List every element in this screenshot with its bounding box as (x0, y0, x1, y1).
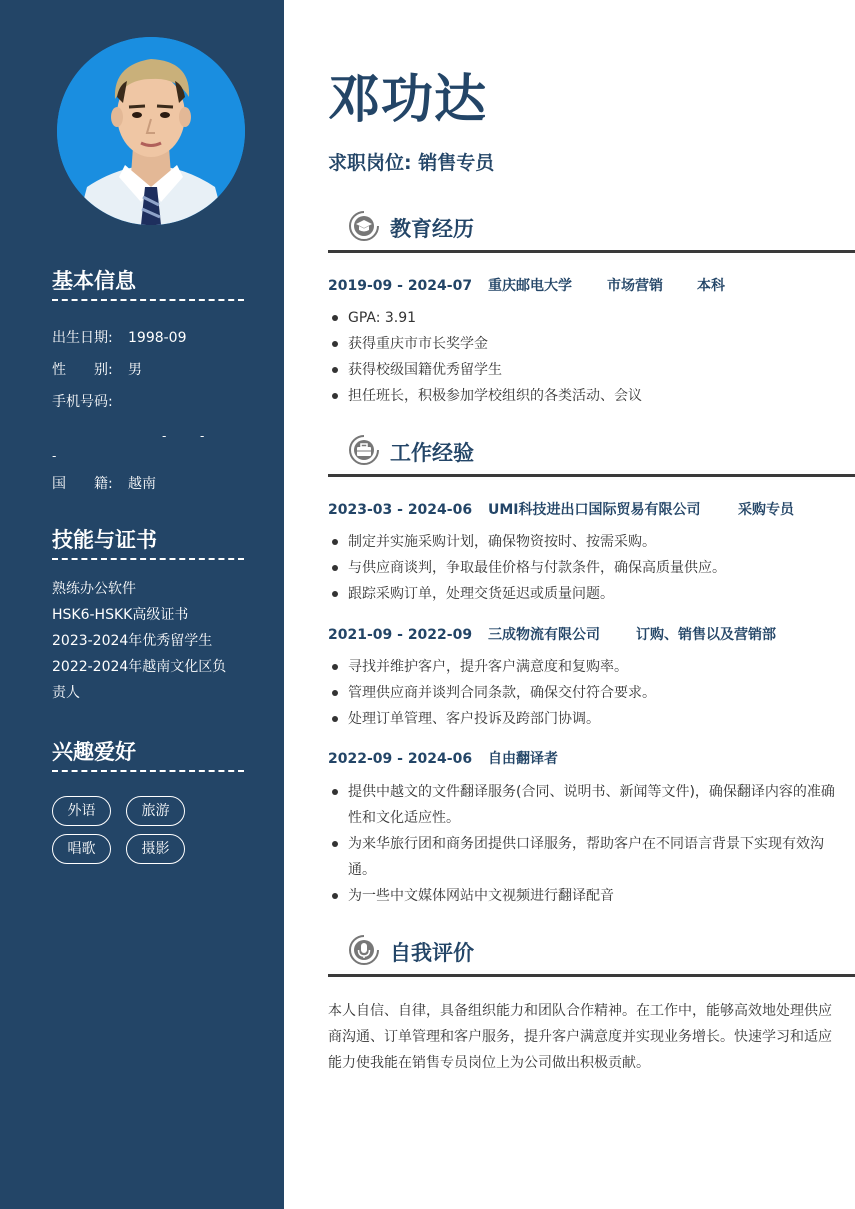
list-item: 处理订单管理、客户投诉及跨部门协调。 (328, 706, 838, 732)
job-role: 订购、销售以及营销部 (636, 627, 776, 643)
education-header (328, 210, 855, 253)
job-company: UMI科技进出口国际贸易有限公司 (488, 502, 701, 518)
list-item: 获得重庆市市长奖学金 (328, 331, 838, 357)
list-item: 制定并实施采购计划，确保物资按时、按需采购。 (328, 529, 838, 555)
list-item: 获得校级国籍优秀留学生 (328, 357, 838, 383)
birth-date-row (52, 330, 187, 346)
list-item: 提供中越文的文件翻译服务(合同、说明书、新闻等文件)，确保翻译内容的准确性和文化适应性。 (328, 779, 838, 831)
skills-section (52, 527, 244, 706)
phone-label: 手机号码: (52, 394, 113, 410)
basic-info-title: 基本信息 (52, 268, 244, 301)
list-item: GPA: 3.91 (328, 305, 838, 331)
redaction-mark: - (200, 429, 205, 443)
education-school: 重庆邮电大学 (488, 278, 572, 294)
skills-title: 技能与证书 (52, 527, 244, 560)
skill-item: HSK6-HSKK高级证书 (52, 607, 189, 623)
birth-date-value: 1998-09 (128, 330, 187, 346)
birth-date-label: 出生日期: (52, 330, 113, 346)
nationality-value: 越南 (128, 476, 156, 492)
gender-label: 性 别: (52, 362, 113, 378)
skill-item: 责人 (52, 685, 80, 701)
self-eval-text: 本人自信、自律，具备组织能力和团队合作精神。在工作中，能够高效地处理供应商沟通、订单管理和客户服务，提升客户满意度并实现业务增长。快速学习和适应能力使我能在销售专员岗位上为公司做出积极贡献。 (328, 1003, 832, 1071)
list-item: 管理供应商并谈判合同条款，确保交付符合要求。 (328, 680, 838, 706)
nationality-label: 国 籍: (52, 476, 113, 492)
job-bullets (328, 529, 838, 607)
list-item: 担任班长，积极参加学校组织的各类活动、会议 (328, 383, 838, 409)
job-company: 三成物流有限公司 (488, 627, 600, 643)
phone-row (52, 394, 128, 410)
hobbies-section (52, 739, 244, 879)
hobby-tag: 外语 (52, 796, 111, 826)
hobbies-title: 兴趣爱好 (52, 739, 244, 772)
list-item: 寻找并维护客户，提升客户满意度和复购率。 (328, 654, 838, 680)
skill-item: 2022-2024年越南文化区负 (52, 659, 227, 675)
avatar-photo (57, 37, 245, 225)
education-period: 2019-09 - 2024-07 (328, 278, 473, 294)
work-title: 工作经验 (390, 441, 474, 465)
nationality-row (52, 476, 156, 492)
list-item: 为一些中文媒体网站中文视频进行翻译配音 (328, 883, 838, 909)
redaction-mark: - (162, 429, 167, 443)
work-header (328, 434, 855, 477)
hobby-tag: 唱歌 (52, 834, 111, 864)
basic-info-section (52, 268, 244, 498)
list-item: 为来华旅行团和商务团提供口译服务，帮助客户在不同语言背景下实现有效沟通。 (328, 831, 838, 883)
avatar (57, 37, 245, 225)
gender-value: 男 (128, 362, 142, 378)
job-objective: 求职岗位: 销售专员 (328, 152, 495, 174)
list-item: 跟踪采购订单，处理交货延迟或质量问题。 (328, 581, 838, 607)
education-major: 市场营销 (607, 278, 663, 294)
candidate-name: 邓功达 (328, 70, 488, 130)
briefcase-icon (348, 434, 380, 466)
hobby-tag: 摄影 (126, 834, 185, 864)
job-period: 2021-09 - 2022-09 (328, 627, 473, 643)
education-title: 教育经历 (390, 217, 474, 241)
education-bullets (328, 305, 838, 409)
graduation-cap-icon (348, 210, 380, 242)
job-role: 采购专员 (738, 502, 794, 518)
gender-row (52, 362, 142, 378)
skills-list (52, 576, 244, 706)
redaction-mark: - (52, 449, 57, 463)
job-bullets (328, 779, 838, 909)
skill-item: 2023-2024年优秀留学生 (52, 633, 213, 649)
job-bullets (328, 654, 838, 732)
self-eval-header (328, 934, 855, 977)
education-degree: 本科 (697, 278, 725, 294)
sidebar (0, 0, 284, 1209)
list-item: 与供应商谈判，争取最佳价格与付款条件，确保高质量供应。 (328, 555, 838, 581)
job-period: 2022-09 - 2024-06 (328, 751, 473, 767)
hobby-tag: 旅游 (126, 796, 185, 826)
microphone-icon (348, 934, 380, 966)
job-period: 2023-03 - 2024-06 (328, 502, 473, 518)
self-eval-title: 自我评价 (390, 941, 474, 965)
skill-item: 熟练办公软件 (52, 581, 136, 597)
job-company: 自由翻译者 (488, 751, 558, 767)
